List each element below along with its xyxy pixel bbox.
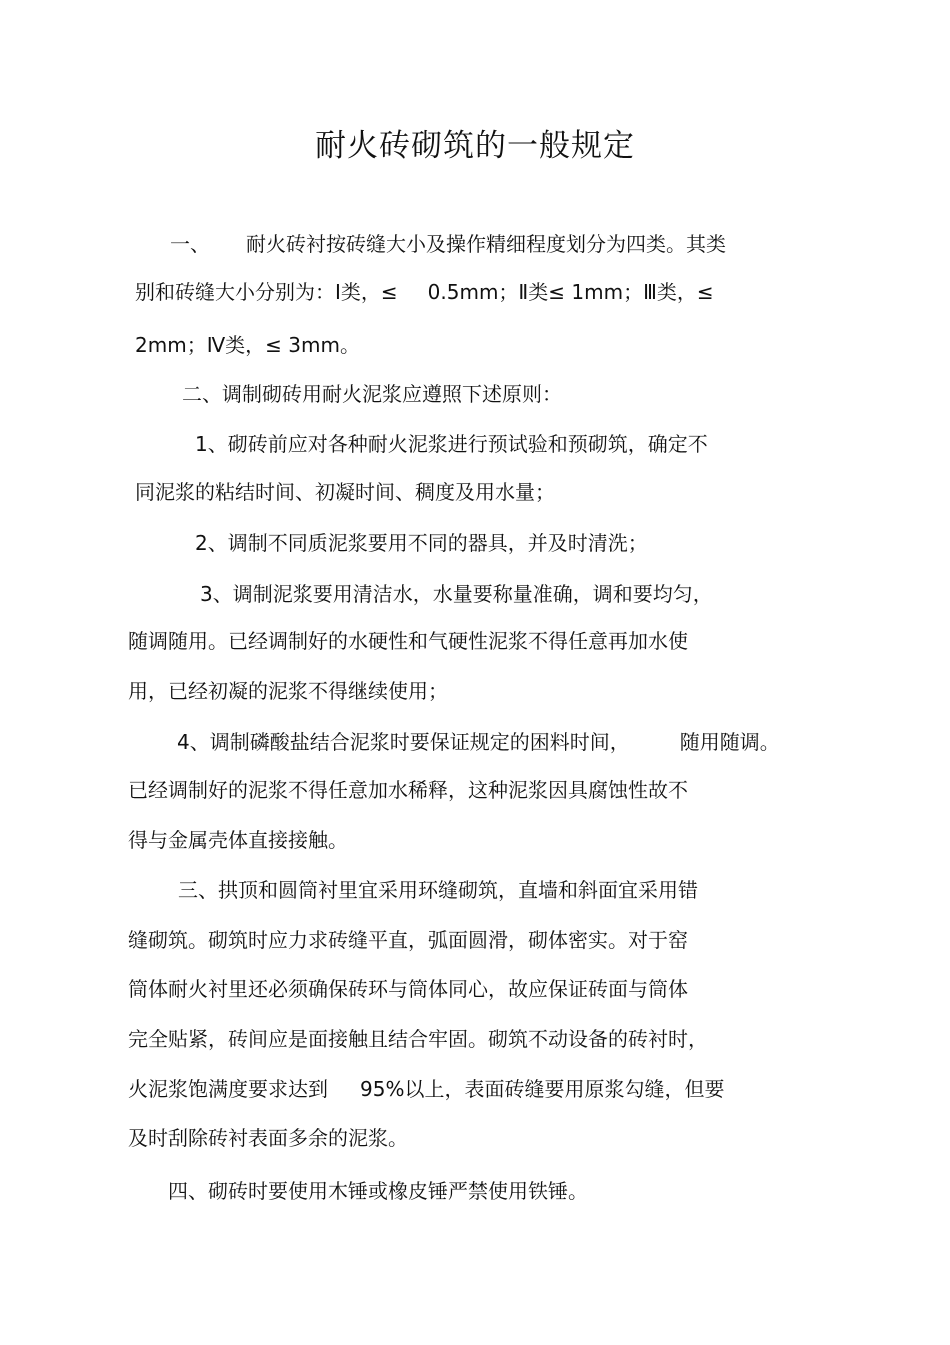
section-1-line-3: 2mm；Ⅳ类，≤ 3mm。 [135, 333, 360, 357]
section-2-heading: 二、调制砌砖用耐火泥浆应遵照下述原则： [182, 382, 562, 406]
section-1-line-1 [170, 230, 726, 258]
item-2-line: 2、调制不同质泥浆要用不同的器具，并及时清洗； [195, 531, 648, 555]
section-3-line-4: 完全贴紧，砖间应是面接触且结合牢固。砌筑不动设备的砖衬时， [128, 1027, 708, 1051]
section-1-text: 耐火砖衬按砖缝大小及操作精细程度划分为四类。其类 [246, 232, 726, 256]
section-3-line-5-part-2: 95%以上，表面砖缝要用原浆勾缝，但要 [360, 1077, 725, 1101]
item-1-line-1: 1、砌砖前应对各种耐火泥浆进行预试验和预砌筑，确定不 [195, 432, 708, 456]
item-4-line-1-part-1: 4、调制磷酸盐结合泥浆时要保证规定的困料时间， [177, 730, 630, 754]
document-title: 耐火砖砌筑的一般规定 [315, 128, 635, 164]
section-4-line: 四、砌砖时要使用木锤或橡皮锤严禁使用铁锤。 [168, 1179, 588, 1203]
section-1-number: 一、 [170, 232, 210, 256]
item-1-line-2: 同泥浆的粘结时间、初凝时间、稠度及用水量； [135, 480, 555, 504]
section-3-line-5 [128, 1075, 724, 1103]
section-1-line-2-part-2: 0.5mm；Ⅱ类≤ 1mm；Ⅲ类，≤ [427, 280, 714, 304]
section-3-line-2: 缝砌筑。砌筑时应力求砖缝平直，弧面圆滑，砌体密实。对于窑 [128, 928, 688, 952]
section-1-line-2-part-1: 别和砖缝大小分别为：Ⅰ类，≤ [135, 280, 398, 304]
item-4-line-1 [177, 728, 780, 756]
section-1-line-2 [135, 278, 714, 306]
item-3-line-1: 3、调制泥浆要用清洁水，水量要称量准确，调和要均匀， [200, 582, 713, 606]
section-3-line-3: 筒体耐火衬里还必须确保砖环与筒体同心，故应保证砖面与筒体 [128, 977, 688, 1001]
item-4-line-2: 已经调制好的泥浆不得任意加水稀释，这种泥浆因具腐蚀性故不 [128, 778, 688, 802]
section-3-line-5-part-1: 火泥浆饱满度要求达到 [128, 1077, 328, 1101]
item-4-line-1-part-2: 随用随调。 [679, 730, 780, 754]
section-3-line-6: 及时刮除砖衬表面多余的泥浆。 [128, 1126, 408, 1150]
section-3-line-1: 三、拱顶和圆筒衬里宜采用环缝砌筑，直墙和斜面宜采用错 [178, 878, 698, 902]
item-3-line-2: 随调随用。已经调制好的水硬性和气硬性泥浆不得任意再加水使 [128, 629, 688, 653]
item-3-line-3: 用，已经初凝的泥浆不得继续使用； [128, 679, 448, 703]
item-4-line-3: 得与金属壳体直接接触。 [128, 828, 348, 852]
